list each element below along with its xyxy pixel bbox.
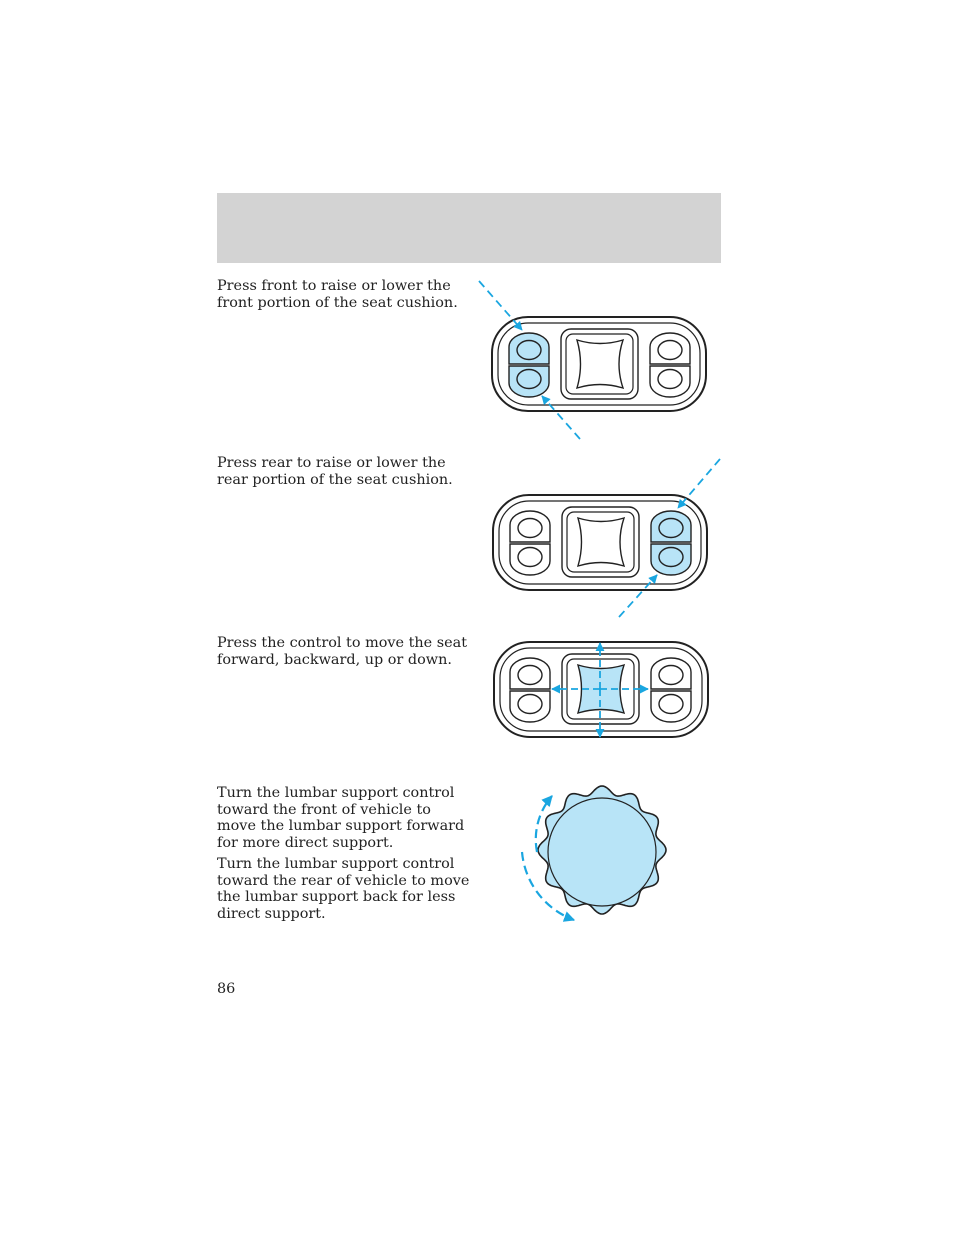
arrow-press-rear-top	[678, 459, 720, 508]
arrow-press-front-top	[479, 281, 522, 330]
seat-control-front-figure	[479, 281, 706, 439]
instruction-lumbar-back: Turn the lumbar support control toward the rear of vehicle to move the lumbar support back for less direct support.	[217, 856, 470, 922]
seat-control-move-figure	[494, 642, 708, 737]
page-number: 86	[217, 981, 236, 997]
instruction-seat-move: Press the control to move the seat forward, backward, up or down.	[217, 635, 468, 668]
seat-control-rear-figure	[493, 459, 720, 617]
instruction-rear-cushion: Press rear to raise or lower the rear portion of the seat cushion.	[217, 455, 453, 488]
instruction-lumbar-forward: Turn the lumbar support control toward the front of vehicle to move the lumbar support forward for more direct support.	[217, 785, 465, 851]
lumbar-knob-figure	[522, 786, 666, 920]
instruction-front-cushion: Press front to raise or lower the front portion of the seat cushion.	[217, 278, 458, 311]
